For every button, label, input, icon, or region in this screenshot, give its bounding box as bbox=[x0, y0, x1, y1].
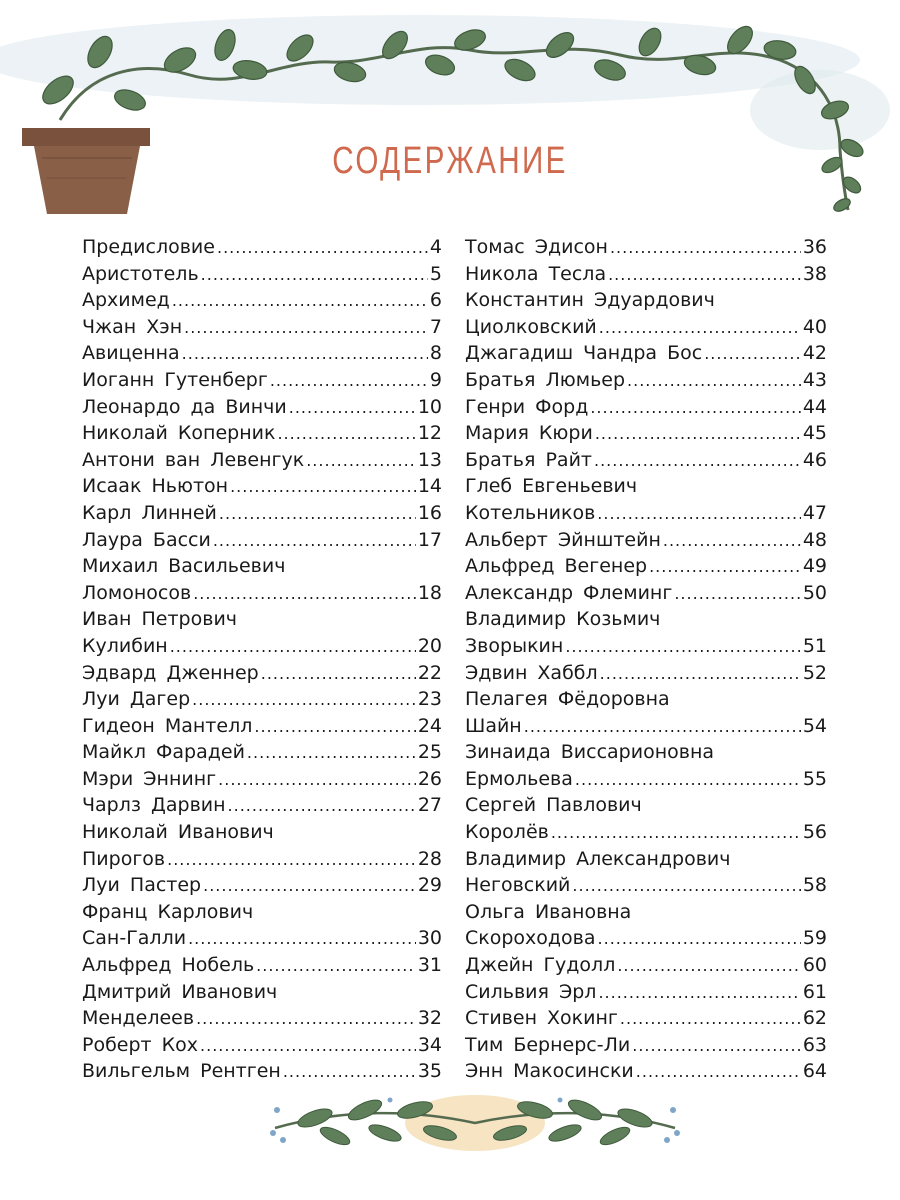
toc-entry-name: Никола Тесла bbox=[465, 262, 607, 285]
toc-leader-dots bbox=[182, 341, 428, 368]
toc-entry-name: Зинаида Виссарионовна bbox=[465, 741, 715, 764]
toc-leader-dots bbox=[167, 847, 416, 874]
toc-entry bbox=[465, 819, 827, 846]
toc-entry bbox=[82, 606, 442, 633]
toc-entry-name: Владимир Александрович bbox=[465, 847, 731, 870]
toc-entry bbox=[82, 846, 442, 873]
toc-leader-dots bbox=[594, 448, 801, 475]
toc-entry bbox=[82, 1005, 442, 1032]
toc-entry bbox=[465, 473, 827, 500]
toc-page-number: 58 bbox=[802, 874, 827, 897]
toc-entry bbox=[465, 1058, 827, 1085]
toc-entry bbox=[82, 739, 442, 766]
toc-leader-dots bbox=[219, 501, 416, 528]
toc-entry bbox=[465, 580, 827, 607]
toc-leader-dots bbox=[590, 395, 800, 422]
toc-leader-dots bbox=[565, 634, 801, 661]
toc-entry bbox=[465, 553, 827, 580]
toc-leader-dots bbox=[610, 235, 801, 262]
toc-entry bbox=[465, 633, 827, 660]
toc-page-number: 62 bbox=[802, 1007, 827, 1030]
toc-page-number: 8 bbox=[429, 342, 442, 365]
toc-leader-dots bbox=[283, 1059, 416, 1086]
toc-page-number: 47 bbox=[802, 501, 827, 524]
toc-page-number: 16 bbox=[417, 501, 442, 524]
toc-entry-name: Джейн Гудолл bbox=[465, 954, 616, 977]
toc-right-column bbox=[465, 234, 827, 1085]
toc-entry-name: Луи Дагер bbox=[82, 688, 191, 711]
toc-leader-dots bbox=[674, 581, 800, 608]
toc-page-number: 52 bbox=[802, 661, 827, 684]
toc-entry bbox=[82, 447, 442, 474]
toc-page-number: 29 bbox=[417, 874, 442, 897]
toc-leader-dots bbox=[595, 421, 801, 448]
toc-page-number: 54 bbox=[802, 714, 827, 737]
toc-entry-name: Николай Коперник bbox=[82, 422, 276, 445]
toc-entry-name: Леонардо да Винчи bbox=[82, 395, 287, 418]
toc-entry bbox=[82, 527, 442, 554]
toc-entry bbox=[82, 792, 442, 819]
toc-entry bbox=[82, 979, 442, 1006]
toc-leader-dots bbox=[201, 262, 428, 289]
toc-page-number: 20 bbox=[417, 634, 442, 657]
toc-leader-dots bbox=[254, 714, 415, 741]
toc-entry-name: Франц Карлович bbox=[82, 900, 254, 923]
toc-page-number: 46 bbox=[802, 448, 827, 471]
toc-leader-dots bbox=[270, 368, 428, 395]
toc-entry-name: Антони ван Левенгук bbox=[82, 448, 305, 471]
toc-entry-name: Дмитрий Иванович bbox=[82, 980, 278, 1003]
toc-page-number: 40 bbox=[802, 315, 827, 338]
laurel-ornament bbox=[265, 1088, 685, 1158]
toc-entry bbox=[82, 925, 442, 952]
toc-entry-name: Карл Линней bbox=[82, 501, 217, 524]
toc-entry-name: Архимед bbox=[82, 289, 170, 312]
toc-leader-dots bbox=[200, 1033, 416, 1060]
toc-leader-dots bbox=[597, 501, 801, 528]
toc-entry bbox=[82, 473, 442, 500]
toc-entry bbox=[465, 314, 827, 341]
toc-leader-dots bbox=[617, 953, 800, 980]
toc-page-number: 10 bbox=[417, 395, 442, 418]
toc-entry-name: Неговский bbox=[465, 874, 571, 897]
toc-entry-name: Иван Петрович bbox=[82, 608, 238, 631]
toc-entry-name: Кулибин bbox=[82, 634, 168, 657]
toc-leader-dots bbox=[663, 528, 801, 555]
toc-entry-name: Пирогов bbox=[82, 847, 166, 870]
toc-entry-name: Пелагея Фёдоровна bbox=[465, 688, 670, 711]
toc-page-number: 5 bbox=[429, 262, 442, 285]
toc-page-number: 26 bbox=[417, 767, 442, 790]
toc-page-number: 59 bbox=[802, 927, 827, 950]
toc-leader-dots bbox=[217, 235, 428, 262]
toc-entry-name: Ломоносов bbox=[82, 581, 192, 604]
toc-entry-name: Иоганн Гутенберг bbox=[82, 368, 268, 391]
toc-page-number: 24 bbox=[417, 714, 442, 737]
toc-entry-name: Скороходова bbox=[465, 927, 596, 950]
toc-page-number: 18 bbox=[417, 581, 442, 604]
toc-entry-name: Николай Иванович bbox=[82, 821, 274, 844]
toc-page-number: 48 bbox=[802, 528, 827, 551]
toc-leader-dots bbox=[172, 288, 428, 315]
toc-entry bbox=[465, 261, 827, 288]
toc-entry bbox=[82, 314, 442, 341]
toc-entry-name: Аристотель bbox=[82, 262, 199, 285]
toc-page-number: 38 bbox=[802, 262, 827, 285]
toc-leader-dots bbox=[575, 767, 801, 794]
toc-page-number: 9 bbox=[429, 368, 442, 391]
toc-leader-dots bbox=[213, 528, 416, 555]
toc-leader-dots bbox=[632, 1033, 801, 1060]
toc-entry-name: Братья Люмьер bbox=[465, 368, 626, 391]
toc-entry bbox=[82, 660, 442, 687]
toc-entry bbox=[82, 580, 442, 607]
toc-leader-dots bbox=[184, 315, 428, 342]
toc-leader-dots bbox=[230, 474, 416, 501]
toc-leader-dots bbox=[524, 714, 801, 741]
toc-page-number: 30 bbox=[417, 927, 442, 950]
toc-entry-name: Александр Флеминг bbox=[465, 581, 673, 604]
toc-entry bbox=[82, 340, 442, 367]
toc-page-number: 27 bbox=[417, 794, 442, 817]
toc-entry-name: Циолковский bbox=[465, 315, 597, 338]
toc-entry-name: Сильвия Эрл bbox=[465, 980, 597, 1003]
toc-page-number: 28 bbox=[417, 847, 442, 870]
toc-entry-name: Роберт Кох bbox=[82, 1033, 199, 1056]
toc-leader-dots bbox=[649, 554, 801, 581]
toc-leader-dots bbox=[188, 926, 416, 953]
toc-entry-name: Предисловие bbox=[82, 236, 215, 258]
toc-entry bbox=[82, 1058, 442, 1085]
toc-entry bbox=[465, 872, 827, 899]
toc-leader-dots bbox=[636, 1059, 801, 1086]
toc-entry bbox=[465, 287, 827, 314]
toc-entry bbox=[82, 367, 442, 394]
toc-page-number: 50 bbox=[802, 581, 827, 604]
toc-entry bbox=[82, 420, 442, 447]
toc-entry-name: Майкл Фарадей bbox=[82, 741, 245, 764]
toc-entry-name: Братья Райт bbox=[465, 448, 592, 471]
toc-entry bbox=[465, 234, 827, 261]
toc-page-number: 64 bbox=[802, 1060, 827, 1083]
toc-page-number: 43 bbox=[802, 368, 827, 391]
toc-entry-name: Ольга Ивановна bbox=[465, 900, 632, 923]
toc-leader-dots bbox=[598, 980, 800, 1007]
toc-entry bbox=[82, 500, 442, 527]
toc-entry-name: Луи Пастер bbox=[82, 874, 202, 897]
toc-entry bbox=[465, 500, 827, 527]
toc-leader-dots bbox=[306, 448, 416, 475]
toc-page-number: 60 bbox=[802, 954, 827, 977]
toc-entry-name: Тим Бернерс-Ли bbox=[465, 1033, 631, 1056]
toc-entry bbox=[82, 872, 442, 899]
toc-leader-dots bbox=[598, 926, 801, 953]
toc-entry bbox=[465, 846, 827, 873]
toc-page-number: 13 bbox=[417, 448, 442, 471]
toc-leader-dots bbox=[704, 341, 801, 368]
toc-entry-name: Зворыкин bbox=[465, 634, 564, 657]
toc-entry-name: Гидеон Мантелл bbox=[82, 714, 253, 737]
toc-leader-dots bbox=[261, 661, 416, 688]
toc-entry-name: Сан-Галли bbox=[82, 927, 187, 950]
toc-entry-name: Томас Эдисон bbox=[465, 236, 608, 258]
toc-entry-name: Генри Форд bbox=[465, 395, 589, 418]
toc-entry-name: Альфред Нобель bbox=[82, 954, 255, 977]
toc-entry bbox=[82, 686, 442, 713]
toc-entry bbox=[465, 899, 827, 926]
toc-page-number: 17 bbox=[417, 528, 442, 551]
toc-page-number: 61 bbox=[802, 980, 827, 1003]
toc-entry bbox=[465, 606, 827, 633]
toc-entry-name: Королёв bbox=[465, 821, 549, 844]
toc-entry-name: Шайн bbox=[465, 714, 522, 737]
toc-entry-name: Энн Макосински bbox=[465, 1060, 634, 1083]
toc-leader-dots bbox=[572, 873, 800, 900]
toc-leader-dots bbox=[599, 315, 801, 342]
toc-entry bbox=[465, 1005, 827, 1032]
toc-leader-dots bbox=[228, 793, 416, 820]
toc-entry-name: Вильгельм Рентген bbox=[82, 1060, 281, 1083]
toc-left-column bbox=[82, 234, 442, 1085]
toc-page-number: 31 bbox=[417, 954, 442, 977]
toc-entry bbox=[465, 925, 827, 952]
toc-entry bbox=[465, 739, 827, 766]
toc-entry bbox=[82, 394, 442, 421]
toc-entry-name: Мэри Эннинг bbox=[82, 767, 217, 790]
toc-page-number: 45 bbox=[802, 422, 827, 445]
toc-entry bbox=[465, 660, 827, 687]
toc-page-number: 42 bbox=[802, 342, 827, 365]
toc-leader-dots bbox=[277, 421, 415, 448]
toc-entry bbox=[82, 899, 442, 926]
toc-leader-dots bbox=[289, 395, 416, 422]
toc-page-number: 44 bbox=[802, 395, 827, 418]
toc-entry bbox=[82, 234, 442, 261]
toc-page-number: 6 bbox=[429, 289, 442, 312]
toc-entry-name: Сергей Павлович bbox=[465, 794, 642, 817]
toc-page-number: 55 bbox=[802, 767, 827, 790]
toc-entry-name: Чарлз Дарвин bbox=[82, 794, 226, 817]
toc-entry bbox=[465, 952, 827, 979]
toc-page-number: 51 bbox=[802, 634, 827, 657]
toc-entry-name: Эдвин Хаббл bbox=[465, 661, 598, 684]
toc-page-number: 22 bbox=[417, 661, 442, 684]
toc-entry-name: Альберт Эйнштейн bbox=[465, 528, 661, 551]
toc-entry bbox=[465, 367, 827, 394]
toc-page-number: 25 bbox=[417, 741, 442, 764]
toc-entry bbox=[82, 1032, 442, 1059]
toc-entry-name: Джагадиш Чандра Бос bbox=[465, 342, 703, 365]
toc-entry bbox=[82, 766, 442, 793]
toc-leader-dots bbox=[193, 581, 416, 608]
toc-leader-dots bbox=[203, 873, 416, 900]
toc-page-number: 32 bbox=[417, 1007, 442, 1030]
toc-entry-name: Авиценна bbox=[82, 342, 180, 365]
toc-entry bbox=[465, 447, 827, 474]
toc-leader-dots bbox=[196, 1006, 416, 1033]
toc-entry bbox=[465, 420, 827, 447]
toc-page-number: 35 bbox=[417, 1060, 442, 1083]
toc-entry bbox=[465, 686, 827, 713]
toc-leader-dots bbox=[170, 634, 416, 661]
toc-entry-name: Мария Кюри bbox=[465, 422, 593, 445]
toc-leader-dots bbox=[620, 1006, 801, 1033]
toc-leader-dots bbox=[627, 368, 801, 395]
toc-entry bbox=[465, 527, 827, 554]
toc-entry bbox=[465, 394, 827, 421]
toc-entry bbox=[465, 766, 827, 793]
toc-entry-name: Владимир Козьмич bbox=[465, 608, 661, 631]
toc-leader-dots bbox=[256, 953, 416, 980]
toc-entry-name: Менделеев bbox=[82, 1007, 195, 1030]
toc-leader-dots bbox=[600, 661, 801, 688]
toc-entry bbox=[82, 713, 442, 740]
toc-entry-name: Михаил Васильевич bbox=[82, 555, 286, 578]
toc-entry bbox=[82, 633, 442, 660]
toc-page-number: 63 bbox=[802, 1033, 827, 1056]
toc-page-number: 36 bbox=[802, 236, 827, 258]
toc-page-number: 49 bbox=[802, 555, 827, 578]
toc-entry bbox=[82, 553, 442, 580]
toc-entry bbox=[82, 952, 442, 979]
toc-entry bbox=[82, 287, 442, 314]
toc-entry-name: Ермольева bbox=[465, 767, 573, 790]
toc-entry-name: Альфред Вегенер bbox=[465, 555, 648, 578]
toc-leader-dots bbox=[551, 820, 801, 847]
toc-entry bbox=[465, 979, 827, 1006]
toc-page-number: 14 bbox=[417, 475, 442, 498]
toc-entry-name: Исаак Ньютон bbox=[82, 475, 229, 498]
toc-leader-dots bbox=[218, 767, 416, 794]
toc-page-number: 23 bbox=[417, 688, 442, 711]
toc-entry-name: Глеб Евгеньевич bbox=[465, 475, 638, 498]
toc-entry-name: Константин Эдуардович bbox=[465, 289, 715, 312]
toc-entry bbox=[82, 819, 442, 846]
page-title: СОДЕРЖАНИЕ bbox=[332, 140, 568, 182]
toc-entry-name: Котельников bbox=[465, 501, 596, 524]
toc-entry-name: Эдвард Дженнер bbox=[82, 661, 259, 684]
toc-entry-name: Лаура Басси bbox=[82, 528, 211, 551]
toc-entry bbox=[465, 792, 827, 819]
toc-entry bbox=[465, 713, 827, 740]
toc-page-number: 12 bbox=[417, 422, 442, 445]
toc-leader-dots bbox=[608, 262, 801, 289]
toc-entry-name: Чжан Хэн bbox=[82, 315, 183, 338]
toc-entry bbox=[465, 340, 827, 367]
toc-page-number: 7 bbox=[429, 315, 442, 338]
toc-leader-dots bbox=[192, 687, 416, 714]
toc-entry bbox=[465, 1032, 827, 1059]
toc-entry bbox=[82, 261, 442, 288]
toc-page-number: 34 bbox=[417, 1033, 442, 1056]
toc-entry-name: Стивен Хокинг bbox=[465, 1007, 618, 1030]
toc-leader-dots bbox=[247, 740, 416, 767]
toc-page-number: 56 bbox=[802, 821, 827, 844]
toc-page-number: 4 bbox=[429, 236, 442, 258]
